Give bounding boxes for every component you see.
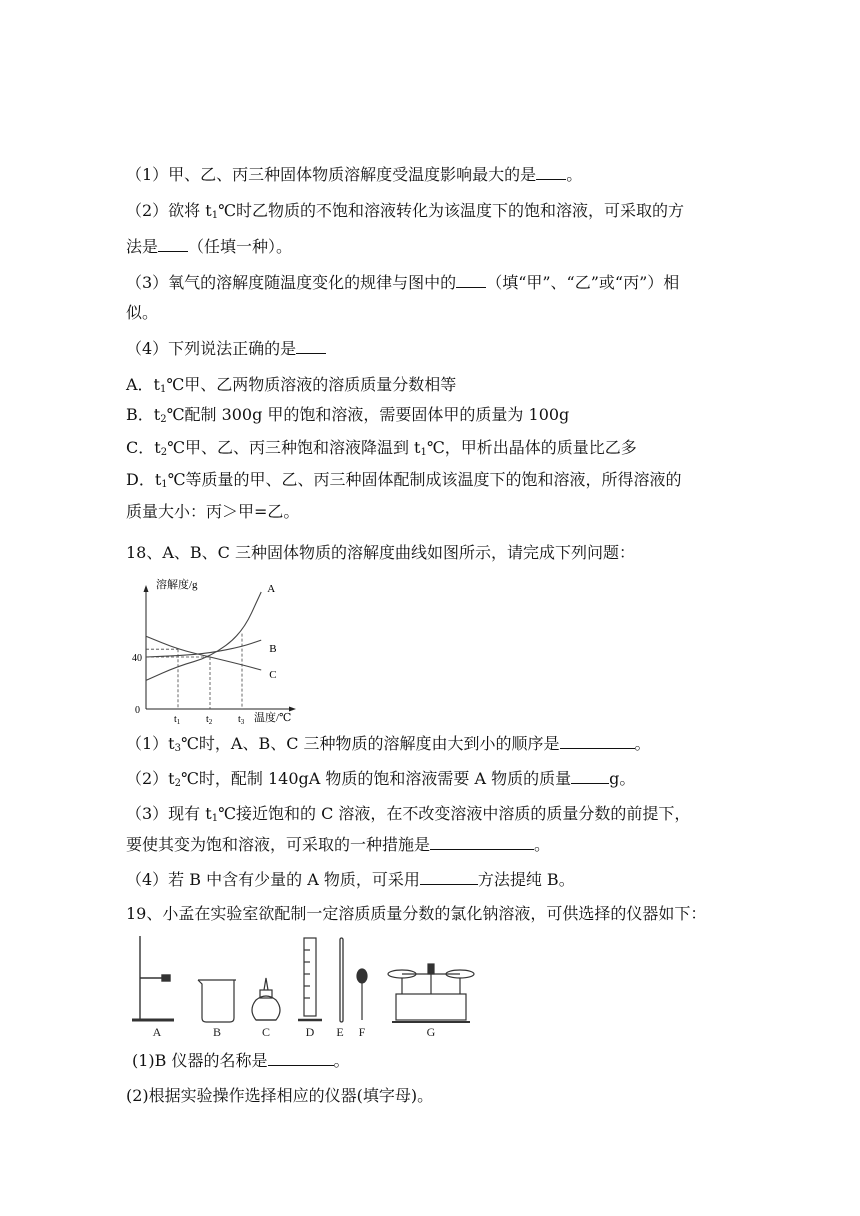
q17-option-b bbox=[126, 405, 569, 430]
q17-p1-text: （1）甲、乙、丙三种固体物质溶解度受温度影响最大的是 bbox=[126, 165, 537, 184]
q17-option-d bbox=[126, 470, 682, 495]
option-text: ℃甲、乙两物质溶液的溶质质量分数相等 bbox=[166, 375, 457, 394]
x-axis-arrow bbox=[289, 707, 296, 712]
instrument-label: G bbox=[426, 1025, 436, 1039]
q17-part3 bbox=[126, 273, 679, 293]
q18-part3 bbox=[126, 804, 690, 829]
q17-p1-end: 。 bbox=[566, 165, 583, 184]
option-text: C．t bbox=[126, 438, 161, 457]
subscript: 1 bbox=[161, 479, 168, 490]
q18-p2-text2: ℃时，配制 140gA 物质的饱和溶液需要 A 物质的质量 bbox=[181, 769, 572, 788]
subscript: 1 bbox=[211, 813, 219, 824]
chart-curves bbox=[146, 592, 261, 680]
option-text: ℃甲、乙、丙三种饱和溶液降温到 t bbox=[167, 438, 421, 457]
q17-option-c bbox=[126, 438, 637, 463]
option-text: A．t bbox=[126, 375, 160, 394]
q17-p2-text: （2）欲将 t bbox=[126, 201, 212, 220]
glass-rod-icon bbox=[340, 938, 343, 1022]
q17-p3-text2: （填“甲”、“乙”或“丙”）相 bbox=[486, 273, 680, 292]
x-tick-label: $t_2$ bbox=[206, 714, 213, 725]
instrument-label: C bbox=[261, 1025, 271, 1039]
series-label-b: B bbox=[269, 643, 277, 656]
subscript: 1 bbox=[420, 447, 427, 458]
answer-blank[interactable] bbox=[560, 734, 635, 749]
subscript: 1 bbox=[211, 210, 219, 221]
answer-blank[interactable] bbox=[430, 835, 534, 850]
beaker-icon bbox=[198, 980, 236, 1022]
q19-part2 bbox=[126, 1086, 433, 1106]
x-tick-label: $t_3$ bbox=[238, 714, 245, 725]
q18-p4-text: （4）若 B 中含有少量的 A 物质，可采用 bbox=[126, 870, 420, 889]
answer-blank[interactable] bbox=[536, 165, 566, 180]
lab-instruments-figure bbox=[126, 930, 476, 1040]
y-axis-arrow bbox=[144, 585, 149, 592]
answer-blank[interactable] bbox=[158, 237, 188, 252]
balance-icon bbox=[388, 964, 474, 1022]
answer-blank[interactable] bbox=[420, 870, 478, 885]
answer-blank[interactable] bbox=[268, 1051, 334, 1066]
q17-part1 bbox=[126, 165, 582, 185]
y-axis-label: 溶解度/g bbox=[156, 579, 198, 591]
q18-p2-text: （2）t bbox=[126, 769, 175, 788]
graduated-cylinder-icon bbox=[298, 938, 322, 1020]
q19-stem bbox=[126, 904, 706, 924]
q18-part2 bbox=[126, 769, 635, 794]
q19-p1-end: 。 bbox=[333, 1051, 350, 1070]
series-label-c: C bbox=[269, 669, 277, 681]
q17-part3-cont bbox=[126, 303, 158, 323]
q17-p2-text3: 法是 bbox=[126, 237, 159, 256]
answer-blank[interactable] bbox=[571, 769, 609, 784]
q19-p1-text: (1)B 仪器的名称是 bbox=[132, 1051, 268, 1070]
q18-part4 bbox=[126, 870, 575, 890]
q18-p3-text2: ℃接近饱和的 C 溶液，在不改变溶液中溶质的质量分数的前提下， bbox=[218, 804, 691, 823]
q18-p3-end: 。 bbox=[534, 835, 551, 854]
y-tick-label: 40 bbox=[132, 653, 142, 664]
option-text: 质量大小：丙＞甲=乙。 bbox=[126, 502, 300, 521]
dropper-icon bbox=[357, 969, 367, 1020]
series-line-a bbox=[146, 592, 261, 680]
q17-part4 bbox=[126, 339, 326, 359]
instrument-label: B bbox=[212, 1025, 222, 1039]
q17-part2-cont bbox=[126, 237, 292, 257]
q18-p3-text: （3）现有 t bbox=[126, 804, 212, 823]
q17-p3-text: （3）氧气的溶解度随温度变化的规律与图中的 bbox=[126, 273, 457, 292]
subscript: 1 bbox=[160, 384, 167, 395]
answer-blank[interactable] bbox=[296, 339, 326, 354]
q19-p2-text: (2)根据实验操作选择相应的仪器(填字母)。 bbox=[126, 1086, 434, 1105]
option-text: ℃，甲析出晶体的质量比乙多 bbox=[426, 438, 637, 457]
q18-p3-text3: 要使其变为饱和溶液，可采取的一种措施是 bbox=[126, 835, 431, 854]
option-text: ℃等质量的甲、乙、丙三种固体配制成该温度下的饱和溶液，所得溶液的 bbox=[167, 470, 682, 489]
instrument-label: D bbox=[305, 1025, 315, 1039]
series-label-a: A bbox=[267, 583, 276, 595]
q18-p1-text: （1）t bbox=[126, 734, 175, 753]
x-tick-label: $t_1$ bbox=[174, 714, 181, 725]
chart-guides bbox=[146, 634, 242, 709]
q17-option-d-cont bbox=[126, 502, 299, 522]
q18-part3-cont bbox=[126, 835, 550, 855]
q19-part1 bbox=[132, 1051, 350, 1071]
origin-label: 0 bbox=[135, 705, 140, 716]
subscript: 2 bbox=[160, 414, 167, 425]
q18-p4-text2: 方法提纯 B。 bbox=[477, 870, 575, 889]
subscript: 2 bbox=[160, 447, 168, 458]
iron-stand-icon bbox=[132, 936, 174, 1020]
answer-blank[interactable] bbox=[456, 273, 486, 288]
q18-p1-text2: ℃时，A、B、C 三种物质的溶解度由大到小的顺序是 bbox=[181, 734, 560, 753]
question-stem: 18、A、B、C 三种固体物质的溶解度曲线如图所示，请完成下列问题： bbox=[126, 543, 636, 562]
alcohol-lamp-icon bbox=[252, 978, 280, 1020]
option-text: B．t bbox=[126, 405, 161, 424]
instrument-label: E bbox=[336, 1025, 344, 1039]
chart-labels bbox=[132, 577, 291, 725]
q18-p2-end: g。 bbox=[609, 769, 636, 788]
q17-part2 bbox=[126, 201, 684, 226]
option-text: ℃配制 300g 甲的饱和溶液，需要固体甲的质量为 100g bbox=[166, 405, 570, 424]
question-stem: 19、小孟在实验室欲配制一定溶质质量分数的氯化钠溶液，可供选择的仪器如下： bbox=[126, 904, 707, 923]
q17-p2-text2: ℃时乙物质的不饱和溶液转化为该温度下的饱和溶液，可采取的方 bbox=[218, 201, 684, 220]
instrument-label: F bbox=[358, 1025, 366, 1039]
q17-p4-text: （4）下列说法正确的是 bbox=[126, 339, 297, 358]
subscript: 2 bbox=[174, 778, 181, 789]
instrument-label: A bbox=[152, 1025, 162, 1039]
option-text: D．t bbox=[126, 470, 162, 489]
q17-option-a bbox=[126, 375, 456, 400]
solubility-chart bbox=[128, 575, 308, 725]
subscript: 3 bbox=[174, 743, 181, 754]
q17-p2-text4: （任填一种）。 bbox=[188, 237, 293, 256]
q18-p1-end: 。 bbox=[634, 734, 651, 753]
x-axis-label: 温度/℃ bbox=[254, 712, 292, 724]
q17-p3-text3: 似。 bbox=[126, 303, 159, 322]
q18-part1 bbox=[126, 734, 651, 759]
q18-stem bbox=[126, 543, 635, 563]
